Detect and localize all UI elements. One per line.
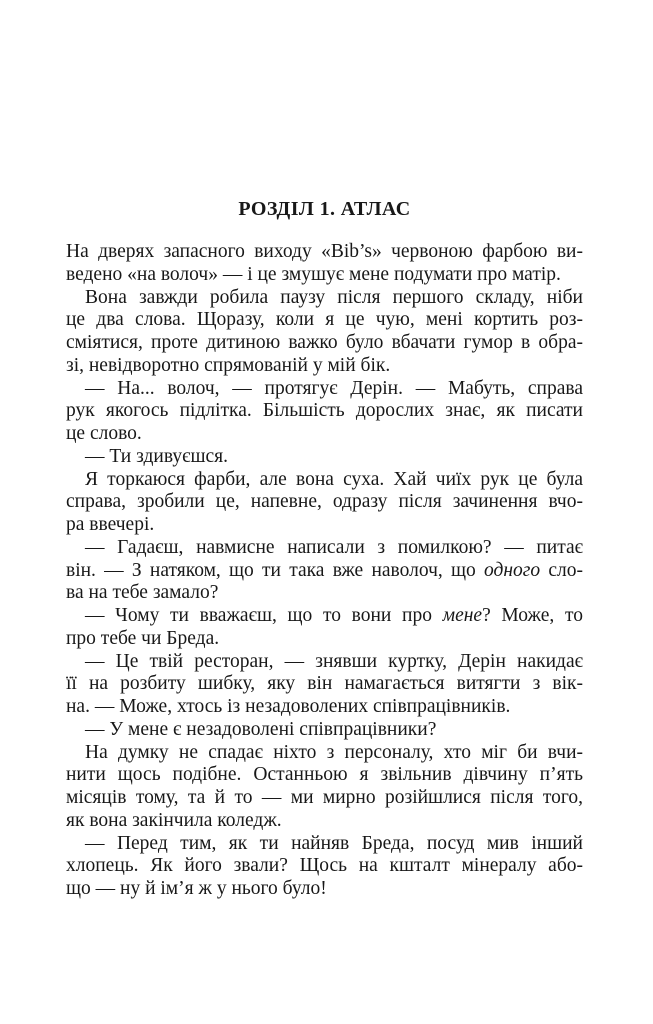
text-line: це слово. (66, 423, 142, 444)
text-line: що — ну й ім’я ж у нього було! (66, 878, 327, 899)
text-line: — Ти здивуєшся. (85, 445, 228, 467)
chapter-title: РОЗДІЛ 1. АТЛАС (238, 198, 411, 220)
text-line: місяців тому, та й то — ми мирно розійшлися після того, (66, 787, 583, 808)
text-line: — У мене є незадоволені співпрацівники? (85, 718, 437, 740)
text-line: хлопець. Як його звали? Щось на кшталт мінералу або- (66, 855, 583, 877)
text-line: її на розбиту шибку, яку він намагається витягти з вік- (66, 673, 583, 695)
paragraph (66, 446, 583, 469)
text-line: ра ввечері. (66, 514, 155, 535)
text-line: — Це твій ресторан, — знявши куртку, Дерін накидає (85, 650, 583, 672)
text-line: він. — З натяком, що ти така вже наволоч, що одного сло- (66, 559, 584, 581)
paragraph (66, 742, 583, 833)
text-line: Вона завжди робила паузу після першого складу, ніби (85, 286, 583, 308)
paragraph (66, 378, 583, 446)
text-line: на. — Може, хтось із незадоволених співпрацівників. (66, 696, 511, 717)
paragraph (66, 287, 583, 378)
text-line: — Чому ти вважаєш, що то вони про мене? Може, то (85, 605, 583, 626)
text-line: нити щось подібне. Останньою я звільнив дівчину п’ять (66, 764, 583, 786)
text-line: як вона закінчила коледж. (66, 809, 282, 831)
text-line: На думку не спадає ніхто з персоналу, хто міг би вчи- (85, 741, 583, 763)
text-line: — Перед тим, як ти найняв Бреда, посуд мив інший (85, 832, 583, 854)
text-line: — Гадаєш, навмисне написали з помилкою? — питає (85, 536, 583, 558)
paragraph (66, 651, 583, 719)
paragraph (66, 537, 583, 605)
body-text (66, 241, 583, 901)
paragraph (66, 605, 583, 651)
paragraph (66, 833, 583, 901)
text-line: справа, зробили це, напевне, одразу після зачинення вчо- (66, 491, 583, 513)
text-line: рук якогось підлітка. Більшість дорослих знає, як писати (66, 400, 583, 422)
text-line: Я торкаюся фарби, але вона суха. Хай чиїх рук це була (85, 468, 583, 490)
paragraph (66, 469, 583, 537)
paragraph (66, 241, 583, 287)
text-line: ведено «на волоч» — і це змушує мене подумати про матір. (66, 263, 561, 285)
text-line: зі, невідворотно спрямованій у мій бік. (66, 354, 391, 376)
text-line: ва на тебе замало? (66, 582, 219, 604)
text-line: — На... волоч, — протягує Дерін. — Мабуть, справа (85, 377, 583, 399)
text-line: На дверях запасного виходу «Bib’s» червоною фарбою ви- (66, 241, 583, 262)
paragraph (66, 719, 583, 742)
text-line: про тебе чи Бреда. (66, 627, 220, 649)
text-line: це два слова. Щоразу, коли я це чую, мені кортить роз- (66, 309, 583, 331)
text-line: сміятися, проте дитиною важко було вбачати гумор в обра- (66, 332, 583, 353)
